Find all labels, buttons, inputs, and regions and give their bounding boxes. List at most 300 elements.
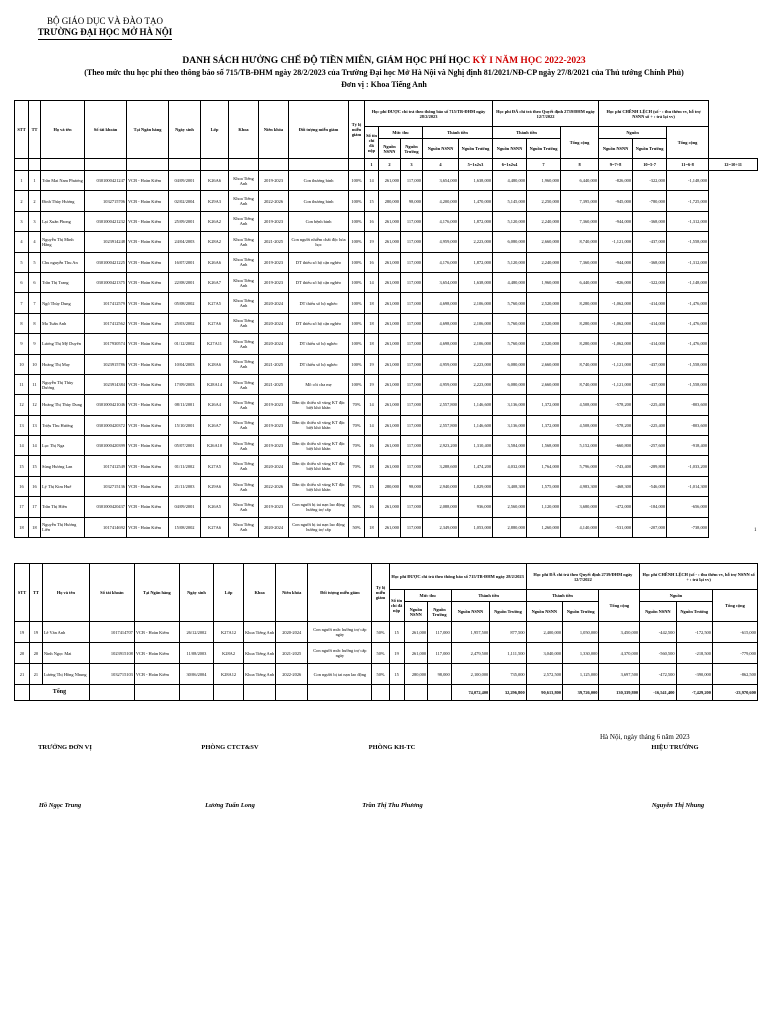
table-row (15, 272, 758, 292)
cell-class: K28A14 (201, 374, 229, 394)
cell-amt-nsnn: 2,479,500 (451, 643, 490, 664)
cell-faculty: Khoa Tiếng Anh (229, 497, 259, 517)
col-faculty: Khoa (244, 564, 276, 622)
cell-cohort: 2019-2023 (259, 252, 289, 272)
cell-amt-nsnn: 4,200,000 (423, 191, 459, 211)
cell-diff-school: -437,000 (633, 374, 667, 394)
signature-date: Hà Nội, ngày tháng 6 năm 2023 (600, 733, 690, 741)
cell-account: 1023914384 (85, 374, 127, 394)
cell-faculty: Khoa Tiếng Anh (229, 272, 259, 292)
cell-rate-nsnn: 261,000 (379, 313, 401, 333)
col-class: Lớp (201, 101, 229, 159)
cell-name: Ngô Thùy Dung (41, 293, 85, 313)
cell-paid-nsnn: 2,572,500 (526, 664, 562, 685)
cell-name: Ma Tuấn Anh (41, 313, 85, 333)
cell-class: K26A6 (201, 171, 229, 191)
cell-name: Trần Thị Hiền (41, 497, 85, 517)
document-title-prefix: DANH SÁCH HƯỞNG CHẾ ĐỘ TIỀN MIỄN, GIẢM HỌC PHÍ HỌC (182, 56, 473, 66)
col-amt-school: Nguồn Trường (459, 139, 493, 159)
cell-class: K28A2 (214, 643, 244, 664)
col-paid-total: Tổng cộng (561, 127, 599, 159)
col-stt: STT (15, 564, 30, 622)
col-cohort: Niên khóa (276, 564, 308, 622)
cell-target: DT thiểu số hộ nghèo (289, 354, 349, 374)
col-tt: TT (29, 101, 41, 159)
cell-diff-nsnn: -743,400 (599, 456, 633, 476)
cell-cohort: 2022-2026 (259, 191, 289, 211)
cell-stt: 4 (15, 232, 29, 252)
cell-ratio: 100% (349, 252, 365, 272)
cell-paid-nsnn: 5,120,000 (493, 252, 527, 272)
cell-faculty: Khoa Tiếng Anh (229, 415, 259, 435)
cell-diff-nsnn: -826,000 (599, 171, 633, 191)
cell-rate-school: 117,000 (401, 334, 423, 354)
cell-diff-nsnn: -660,800 (599, 436, 633, 456)
cell-account: 0301000420399 (85, 436, 127, 456)
cell-class: K29A3 (201, 191, 229, 211)
cell-target: Con người nhiễm chất độc hóa học (289, 232, 349, 252)
cell-diff-total: -1,148,000 (667, 272, 709, 292)
cell-paid-nsnn: 3,136,000 (493, 395, 527, 415)
table-header (15, 564, 758, 622)
cell-stt: 13 (15, 415, 29, 435)
cell-faculty: Khoa Tiếng Anh (229, 252, 259, 272)
table-row (15, 313, 758, 333)
cell-cohort: 2019-2023 (259, 415, 289, 435)
cell-name: Ninh Ngọc Mai (42, 643, 89, 664)
totals-row-group (15, 685, 758, 701)
cell-stt: 20 (15, 643, 30, 664)
cell-faculty: Khoa Tiếng Anh (229, 232, 259, 252)
cell-diff-nsnn: -944,000 (599, 211, 633, 231)
cell-rate-school: 117,000 (428, 622, 452, 643)
cell-credits: 18 (365, 517, 379, 537)
cell-faculty: Khoa Tiếng Anh (229, 517, 259, 537)
cell-rate-nsnn: 261,000 (404, 622, 428, 643)
cell-ratio: 70% (349, 476, 365, 496)
cell-rate-school: 117,000 (401, 171, 423, 191)
cell-name: Lý Thị Kim Huế (41, 476, 85, 496)
cell-paid-total: 8,280,000 (561, 313, 599, 333)
cell-paid-total: 6,440,000 (561, 171, 599, 191)
cell-paid-school: 1,575,000 (527, 476, 561, 496)
cell-name: Lương Thị Hồng Nhung (42, 664, 89, 685)
col-paid-amount: Thành tiền (526, 590, 599, 602)
cell-rate-nsnn: 261,000 (379, 415, 401, 435)
col-num: 3 (401, 159, 423, 171)
cell-credits: 15 (365, 191, 379, 211)
cell-cohort: 2019-2023 (259, 436, 289, 456)
cell-tt: 10 (29, 354, 41, 374)
cell-amt-nsnn: 2,088,000 (423, 497, 459, 517)
cell-credits: 19 (389, 643, 404, 664)
cell-faculty: Khoa Tiếng Anh (229, 334, 259, 354)
cell-diff-nsnn: -578,200 (599, 415, 633, 435)
cell-dob: 26/12/2002 (179, 622, 213, 643)
cell-paid-nsnn: 2,880,000 (493, 517, 527, 537)
cell-paid-school: 1,372,000 (527, 395, 561, 415)
cell-target: Con người mức hưởng trợ cấp ngày (308, 643, 372, 664)
col-diff-nsnn: Nguồn NSNN (640, 602, 676, 622)
col-name: Họ và tên (42, 564, 89, 622)
cell-class: K26A2 (201, 211, 229, 231)
cell-dob: 08/11/2001 (169, 395, 201, 415)
cell-diff-nsnn: -442,500 (640, 622, 676, 643)
table-row (15, 191, 758, 211)
page-number: 1 (754, 528, 757, 533)
university-name: TRƯỜNG ĐẠI HỌC MỞ HÀ NỘI (38, 27, 172, 40)
cell-diff-total: -918,400 (667, 436, 709, 456)
cell-tt: 18 (29, 517, 41, 537)
cell-amt-school: 2,223,000 (459, 354, 493, 374)
cell-paid-school: 1,330,000 (563, 643, 599, 664)
document-subtitle: (Theo mức thu học phí theo thông báo số 715/TB-ĐHM ngày 28/2/2023 của Trường Đại học Mở Hà Nội và Nghị định 81/2021/NĐ-CP ngày 27/8/2021 của Thủ tướng Chính Phủ) (84, 68, 684, 77)
col-amount: Thành tiền (451, 590, 526, 602)
cell-faculty: Khoa Tiếng Anh (229, 476, 259, 496)
cell-diff-school: -207,000 (633, 517, 667, 537)
cell-diff-nsnn: -826,000 (599, 272, 633, 292)
cell-account: 1023914248 (85, 232, 127, 252)
col-num: 5=1x2x3 (459, 159, 493, 171)
cell-amt-nsnn: 2,100,000 (451, 664, 490, 685)
col-diff-school: Nguồn Trường (633, 139, 667, 159)
cell-credits: 18 (365, 334, 379, 354)
cell-faculty: Khoa Tiếng Anh (229, 191, 259, 211)
col-paid-nsnn: Nguồn NSNN (493, 139, 527, 159)
cell-diff-total: -1,476,000 (667, 313, 709, 333)
cell-account: 0301000421375 (85, 272, 127, 292)
cell-paid-school: 2,660,000 (527, 354, 561, 374)
cell-cohort: 2020-2024 (259, 293, 289, 313)
cell-amt-school: 735,000 (490, 664, 526, 685)
cell-dob: 01/12/2002 (169, 334, 201, 354)
cell-paid-school: 1,372,000 (527, 415, 561, 435)
cell-rate-nsnn: 280,000 (379, 476, 401, 496)
cell-tt: 21 (29, 664, 42, 685)
cell-credits: 14 (365, 171, 379, 191)
cell-bank: VCB - Hoàn Kiếm (127, 191, 169, 211)
cell-amt-nsnn: 4,959,000 (423, 354, 459, 374)
cell-amt-school: 2,106,000 (459, 293, 493, 313)
cell-diff-nsnn: -944,000 (599, 252, 633, 272)
cell-bank: VCB - Hoàn Kiếm (127, 211, 169, 231)
col-num: 7 (527, 159, 561, 171)
cell-class: K27A6 (201, 517, 229, 537)
table-row (15, 415, 758, 435)
cell-stt: 1 (15, 171, 29, 191)
col-tt: TT (29, 564, 42, 622)
group-diff-header: Học phí CHÊNH LỆCH (số - : thu thêm vv, hỗ trợ NSNN số + : trả lại vv) (599, 101, 709, 127)
cell-ratio: 50% (349, 517, 365, 537)
table-row (15, 293, 758, 313)
cell-diff-total: -1,312,000 (667, 252, 709, 272)
table-row (15, 517, 758, 537)
cell-amt-school: 1,029,000 (459, 476, 493, 496)
cell-target: Con thương binh (289, 191, 349, 211)
cell-name: Lục Thị Nga (41, 436, 85, 456)
cell-rate-nsnn: 261,000 (404, 643, 428, 664)
col-bank: Tại Ngân hàng (134, 564, 179, 622)
cell-stt: 10 (15, 354, 29, 374)
cell-target: Con người bị tai nạn lao động hưởng trợ cấp (289, 497, 349, 517)
cell-stt: 16 (15, 476, 29, 496)
table-row (15, 171, 758, 191)
cell-tt: 11 (29, 374, 41, 394)
table-row (15, 252, 758, 272)
cell-cohort: 2019-2023 (259, 272, 289, 292)
cell-tt: 5 (29, 252, 41, 272)
cell-rate-nsnn: 261,000 (379, 211, 401, 231)
total-diff-total: -23,970,600 (712, 685, 757, 701)
cell-target: Dân tộc thiểu số vùng KT đặc biệt khó khăn (289, 456, 349, 476)
cell-amt-nsnn: 2,923,200 (423, 436, 459, 456)
cell-stt: 11 (15, 374, 29, 394)
cell-dob: 05/07/2001 (169, 436, 201, 456)
cell-paid-total: 4,508,000 (561, 395, 599, 415)
cell-target: Con người mức hưởng trợ cấp ngày (308, 622, 372, 643)
cell-account: 1017414692 (85, 517, 127, 537)
col-rate-school: Nguồn Trường (401, 139, 423, 159)
cell-name: Lại Xuân Phong (41, 211, 85, 231)
cell-bank: VCB - Hoàn Kiếm (127, 313, 169, 333)
cell-diff-nsnn: -945,000 (599, 191, 633, 211)
cell-bank: VCB - Hoàn Kiếm (127, 374, 169, 394)
cell-paid-total: 4,140,000 (561, 517, 599, 537)
cell-rate-nsnn: 261,000 (379, 517, 401, 537)
cell-ratio: 70% (349, 415, 365, 435)
cell-class: K26A7 (201, 272, 229, 292)
cell-target: Con thương binh (289, 171, 349, 191)
col-amount: Thành tiền (423, 127, 493, 139)
cell-rate-nsnn: 280,000 (379, 191, 401, 211)
cell-diff-school: -414,000 (633, 334, 667, 354)
cell-rate-school: 117,000 (401, 354, 423, 374)
cell-diff-school: -322,000 (633, 171, 667, 191)
cell-diff-school: -225,400 (633, 395, 667, 415)
cell-ratio: 100% (349, 293, 365, 313)
cell-paid-school: 2,520,000 (527, 293, 561, 313)
table-row (15, 211, 758, 231)
col-diff-total: Tổng cộng (712, 590, 757, 622)
cell-paid-nsnn: 4,480,000 (493, 272, 527, 292)
cell-paid-nsnn: 6,080,000 (493, 354, 527, 374)
cell-ratio: 70% (349, 436, 365, 456)
cell-stt: 9 (15, 334, 29, 354)
document-unit: Đơn vị : Khoa Tiếng Anh (341, 80, 427, 89)
cell-paid-total: 4,983,300 (561, 476, 599, 496)
cell-credits: 15 (389, 664, 404, 685)
col-num: 6=1x2x4 (493, 159, 527, 171)
cell-diff-nsnn: -1,121,000 (599, 232, 633, 252)
cell-tt: 15 (29, 456, 41, 476)
cell-amt-nsnn: 2,557,800 (423, 415, 459, 435)
table-row (15, 643, 758, 664)
table-row (15, 334, 758, 354)
cell-dob: 25/09/2001 (169, 211, 201, 231)
cell-rate-school: 117,000 (401, 395, 423, 415)
cell-credits: 14 (365, 272, 379, 292)
cell-diff-nsnn: -1,121,000 (599, 374, 633, 394)
cell-diff-school: -225,400 (633, 415, 667, 435)
cell-stt: 19 (15, 622, 30, 643)
cell-paid-school: 2,520,000 (527, 334, 561, 354)
table-row (15, 476, 758, 496)
cell-paid-school: 2,240,000 (527, 252, 561, 272)
cell-account: 1023915786 (85, 354, 127, 374)
cell-ratio: 100% (349, 313, 365, 333)
cell-amt-school: 877,500 (490, 622, 526, 643)
cell-ratio: 70% (349, 456, 365, 476)
cell-paid-nsnn: 2,400,000 (526, 622, 562, 643)
col-num: 2 (379, 159, 401, 171)
cell-name: Đinh Thùy Hương (41, 191, 85, 211)
cell-rate-nsnn: 261,000 (379, 456, 401, 476)
cell-tt: 7 (29, 293, 41, 313)
cell-credits: 18 (365, 456, 379, 476)
cell-paid-school: 2,660,000 (527, 374, 561, 394)
cell-diff-total: -1,148,000 (667, 171, 709, 191)
cell-class: K26A5 (201, 497, 229, 517)
cell-cohort: 2019-2023 (259, 171, 289, 191)
cell-paid-total: 3,697,500 (599, 664, 640, 685)
cell-rate-school: 98,000 (428, 664, 452, 685)
cell-account: 1023915108 (89, 643, 134, 664)
cell-paid-total: 7,360,000 (561, 252, 599, 272)
cell-amt-school: 2,106,000 (459, 334, 493, 354)
cell-paid-nsnn: 5,145,000 (493, 191, 527, 211)
cell-diff-total: -779,000 (712, 643, 757, 664)
col-num: 12=10+11 (709, 159, 758, 171)
document-title-term: KỲ I NĂM HỌC 2022-2023 (472, 56, 586, 66)
cell-target: Dân tộc thiểu số vùng KT đặc biệt khó khăn (289, 395, 349, 415)
cell-diff-total: -1,033,200 (667, 456, 709, 476)
col-rate-nsnn: Nguồn NSNN (404, 602, 428, 622)
cell-class: K26A7 (201, 415, 229, 435)
cell-name: Hoàng Thị Thùy Dung (41, 395, 85, 415)
col-paid-school: Nguồn Trường (527, 139, 561, 159)
col-paid-amount: Thành tiền (493, 127, 561, 139)
cell-paid-school: 1,050,000 (563, 622, 599, 643)
cell-bank: VCB - Hoàn Kiếm (127, 415, 169, 435)
cell-credits: 19 (365, 232, 379, 252)
cell-rate-nsnn: 261,000 (379, 436, 401, 456)
cell-paid-school: 1,764,000 (527, 456, 561, 476)
cell-bank: VCB - Hoàn Kiếm (134, 622, 179, 643)
cell-cohort: 2021-2025 (276, 643, 308, 664)
cell-target: Con người bị tai nạn lao động (308, 664, 372, 685)
cell-bank: VCB - Hoàn Kiếm (127, 517, 169, 537)
cell-account: 1032715706 (85, 191, 127, 211)
cell-amt-school: 2,223,000 (459, 232, 493, 252)
cell-amt-nsnn: 4,698,000 (423, 313, 459, 333)
col-diff-source: Nguồn (640, 590, 713, 602)
table-row (15, 436, 758, 456)
cell-rate-school: 117,000 (401, 415, 423, 435)
total-paid-nsnn: 90,613,800 (526, 685, 562, 701)
cell-cohort: 2019-2023 (259, 497, 289, 517)
cell-faculty: Khoa Tiếng Anh (244, 622, 276, 643)
cell-name: Trần Thị Trang (41, 272, 85, 292)
cell-dob: 30/06/2004 (179, 664, 213, 685)
cell-amt-nsnn: 2,940,000 (423, 476, 459, 496)
col-ratio: Tỷ lệ miễn giảm (349, 101, 365, 159)
cell-stt: 5 (15, 252, 29, 272)
cell-account: 1017412549 (85, 456, 127, 476)
cell-paid-nsnn: 6,080,000 (493, 232, 527, 252)
cell-class: K28A6 (201, 354, 229, 374)
col-num: 10=5-7 (633, 159, 667, 171)
cell-target: Con người bị tai nạn lao động hưởng trợ cấp (289, 517, 349, 537)
cell-diff-nsnn: -1,062,000 (599, 293, 633, 313)
cell-amt-school: 1,872,000 (459, 211, 493, 231)
signature-role-unit-head: TRƯỞNG ĐƠN VỊ (38, 744, 92, 751)
signature-name-3: Trần Thị Thu Phương (362, 802, 423, 809)
cell-diff-school: -257,600 (633, 436, 667, 456)
cell-faculty: Khoa Tiếng Anh (229, 171, 259, 191)
cell-tt: 3 (29, 211, 41, 231)
cell-amt-nsnn: 2,349,000 (423, 517, 459, 537)
cell-paid-nsnn: 5,120,000 (493, 211, 527, 231)
cell-target: Con bệnh binh (289, 211, 349, 231)
col-stt: STT (15, 101, 29, 159)
signature-name-4: Nguyễn Thị Nhung (651, 802, 705, 809)
cell-diff-nsnn: -1,121,000 (599, 354, 633, 374)
cell-bank: VCB - Hoàn Kiếm (127, 171, 169, 191)
cell-paid-total: 8,740,000 (561, 374, 599, 394)
cell-paid-nsnn: 5,760,000 (493, 334, 527, 354)
cell-dob: 16/07/2001 (169, 252, 201, 272)
cell-amt-nsnn: 4,698,000 (423, 293, 459, 313)
cell-paid-nsnn: 6,080,000 (493, 374, 527, 394)
cell-paid-total: 8,740,000 (561, 354, 599, 374)
col-dob: Ngày sinh (169, 101, 201, 159)
cell-dob: 11/08/2003 (179, 643, 213, 664)
cell-paid-total: 4,508,000 (561, 415, 599, 435)
cell-stt: 6 (15, 272, 29, 292)
cell-cohort: 2020-2024 (259, 456, 289, 476)
cell-diff-total: -1,725,000 (667, 191, 709, 211)
signature-role-student-affairs: PHÒNG CTCT&SV (201, 744, 259, 751)
col-paid-nsnn: Nguồn NSNN (526, 602, 562, 622)
cell-account: 0301000421247 (85, 171, 127, 191)
cell-cohort: 2021-2025 (259, 232, 289, 252)
cell-class: K27A12 (214, 622, 244, 643)
cell-dob: 24/04/2003 (169, 232, 201, 252)
cell-paid-nsnn: 3,584,000 (493, 436, 527, 456)
cell-ratio: 100% (349, 374, 365, 394)
cell-rate-nsnn: 261,000 (379, 232, 401, 252)
cell-name: Triệu Thu Hường (41, 415, 85, 435)
cell-name: Nguyễn Thị Hương Liên (41, 517, 85, 537)
cell-credits: 14 (365, 395, 379, 415)
cell-name: Nguyễn Thị Minh Hằng (41, 232, 85, 252)
cell-dob: 01/11/2002 (169, 456, 201, 476)
cell-account: 1032715103 (89, 664, 134, 685)
col-num: 9=7+8 (599, 159, 633, 171)
cell-paid-total: 5,796,000 (561, 456, 599, 476)
col-dob: Ngày sinh (179, 564, 213, 622)
cell-bank: VCB - Hoàn Kiếm (127, 354, 169, 374)
cell-bank: VCB - Hoàn Kiếm (127, 252, 169, 272)
cell-tt: 4 (29, 232, 41, 252)
cell-cohort: 2020-2024 (276, 622, 308, 643)
table-row (15, 456, 758, 476)
cell-rate-nsnn: 261,000 (379, 171, 401, 191)
cell-paid-nsnn: 4,480,000 (493, 171, 527, 191)
cell-dob: 10/04/2003 (169, 354, 201, 374)
cell-paid-total: 8,740,000 (561, 232, 599, 252)
col-rate: Mức thu (404, 590, 451, 602)
